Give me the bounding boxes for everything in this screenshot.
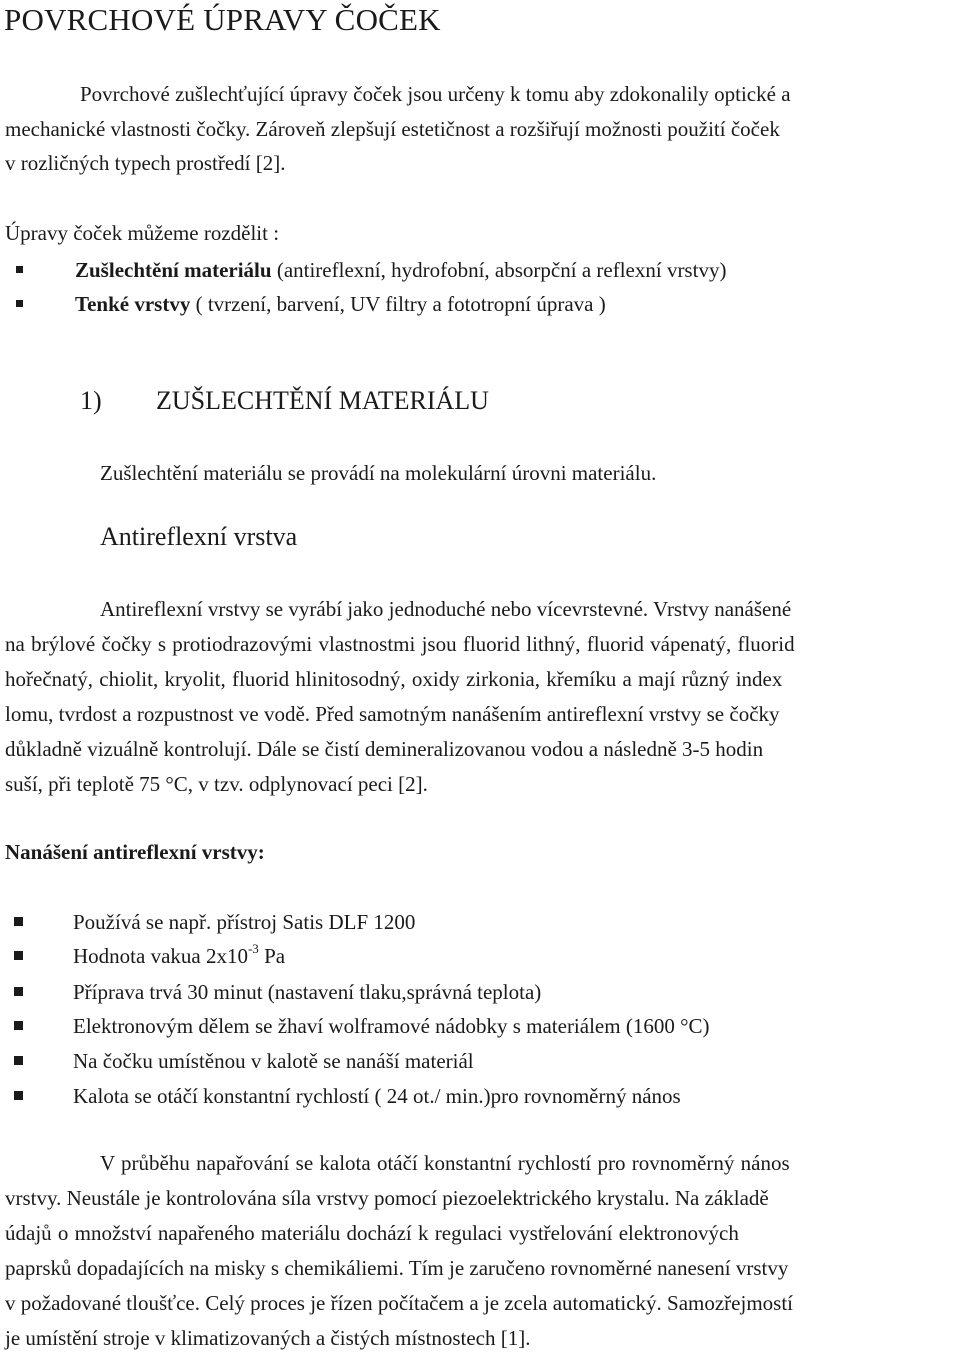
division-item-rest: (antireflexní, hydrofobní, absorpční a reflexní vrstvy): [271, 258, 727, 282]
section-number: 1): [80, 386, 102, 415]
section-heading: [80, 386, 489, 416]
division-item: [16, 289, 606, 319]
square-bullet-icon: [16, 300, 23, 307]
application-item: Hodnota vakua $2x10^{-3}$ Pa: [14, 941, 285, 971]
closing-line: vrstvy. Neustále je kontrolována síla vrstvy pomocí piezoelektrického krystalu. Na základě: [5, 1186, 769, 1210]
antireflex-line: Antireflexní vrstvy se vyrábí jako jednoduché nebo vícevrstevné. Vrstvy nanášené: [100, 597, 792, 621]
square-bullet-icon: [16, 266, 23, 273]
section-title: ZUŠLECHTĚNÍ MATERIÁLU: [156, 386, 489, 415]
application-item: Elektronovým dělem se žhaví wolframové nádobky s materiálem (1600 °C): [14, 1011, 709, 1041]
antireflex-line: suší, při teplotě 75 °C, v tzv. odplynovací peci [2].: [5, 772, 428, 796]
antireflex-line: na brýlové čočky s protiodrazovými vlastnostmi jsou fluorid lithný, fluorid vápenatý, fluorid: [5, 632, 795, 656]
vacuum-unit: Pa: [258, 944, 286, 968]
square-bullet-icon: [14, 1091, 23, 1100]
division-item-bold: Tenké vrstvy: [75, 292, 191, 316]
closing-line: je umístění stroje v klimatizovaných a čistých místnostech [1].: [5, 1326, 531, 1350]
antireflex-line: hořečnatý, chiolit, kryolit, fluorid hlinitosodný, oxidy zirkonia, křemíku a mají různý index: [5, 667, 783, 691]
division-item-rest: ( tvrzení, barvení, UV filtry a fototropní úprava ): [190, 292, 606, 316]
closing-line: údajů o množství napařeného materiálu dochází k regulaci vystřelování elektronových: [5, 1221, 739, 1245]
square-bullet-icon: [14, 917, 23, 926]
intro-line-2: mechanické vlastnosti čočky. Zároveň zlepšují estetičnost a rozšiřují možnosti použití čoček: [5, 117, 780, 141]
application-heading: Nanášení antireflexní vrstvy:: [5, 840, 265, 864]
closing-line: paprsků dopadajících na misky s chemikáliemi. Tím je zaručeno rovnoměrné nanesení vrstvy: [5, 1256, 789, 1280]
application-item: Používá se např. přístroj Satis DLF 1200: [14, 907, 415, 937]
square-bullet-icon: [14, 987, 23, 996]
application-item: Na čočku umístěnou v kalotě se nanáší materiál: [14, 1046, 474, 1076]
closing-line: v požadované tloušťce. Celý proces je řízen počítačem a je zcela automatický. Samozřejmostí: [5, 1291, 793, 1315]
page-title: POVRCHOVÉ ÚPRAVY ČOČEK: [4, 2, 441, 37]
square-bullet-icon: [14, 1056, 23, 1065]
antireflex-line: důkladně vizuálně kontrolují. Dále se čistí demineralizovanou vodou a následně 3-5 hodin: [5, 737, 764, 761]
square-bullet-icon: [14, 1021, 23, 1030]
section-text: Zušlechtění materiálu se provádí na molekulární úrovni materiálu.: [100, 461, 657, 485]
division-item: [16, 255, 726, 285]
subsection-heading: Antireflexní vrstva: [100, 522, 298, 551]
division-lead: Úpravy čoček můžeme rozdělit :: [5, 221, 280, 245]
closing-line: V průběhu napařování se kalota otáčí konstantní rychlostí pro rovnoměrný nános: [100, 1151, 790, 1175]
antireflex-line: lomu, tvrdost a rozpustnost ve vodě. Před samotným nanášením antireflexní vrstvy se čočky: [5, 702, 780, 726]
square-bullet-icon: [14, 951, 23, 960]
application-item: Příprava trvá 30 minut (nastavení tlaku,správná teplota): [14, 977, 541, 1007]
intro-line-1: Povrchové zušlechťující úpravy čoček jsou určeny k tomu aby zdokonalily optické a: [80, 82, 791, 106]
application-item: Kalota se otáčí konstantní rychlostí ( 24 ot./ min.)pro rovnoměrný nános: [14, 1081, 681, 1111]
division-item-bold: Zušlechtění materiálu: [75, 258, 272, 282]
intro-line-3: v rozličných typech prostředí [2].: [5, 151, 286, 175]
vacuum-exponent: -3: [247, 941, 259, 956]
